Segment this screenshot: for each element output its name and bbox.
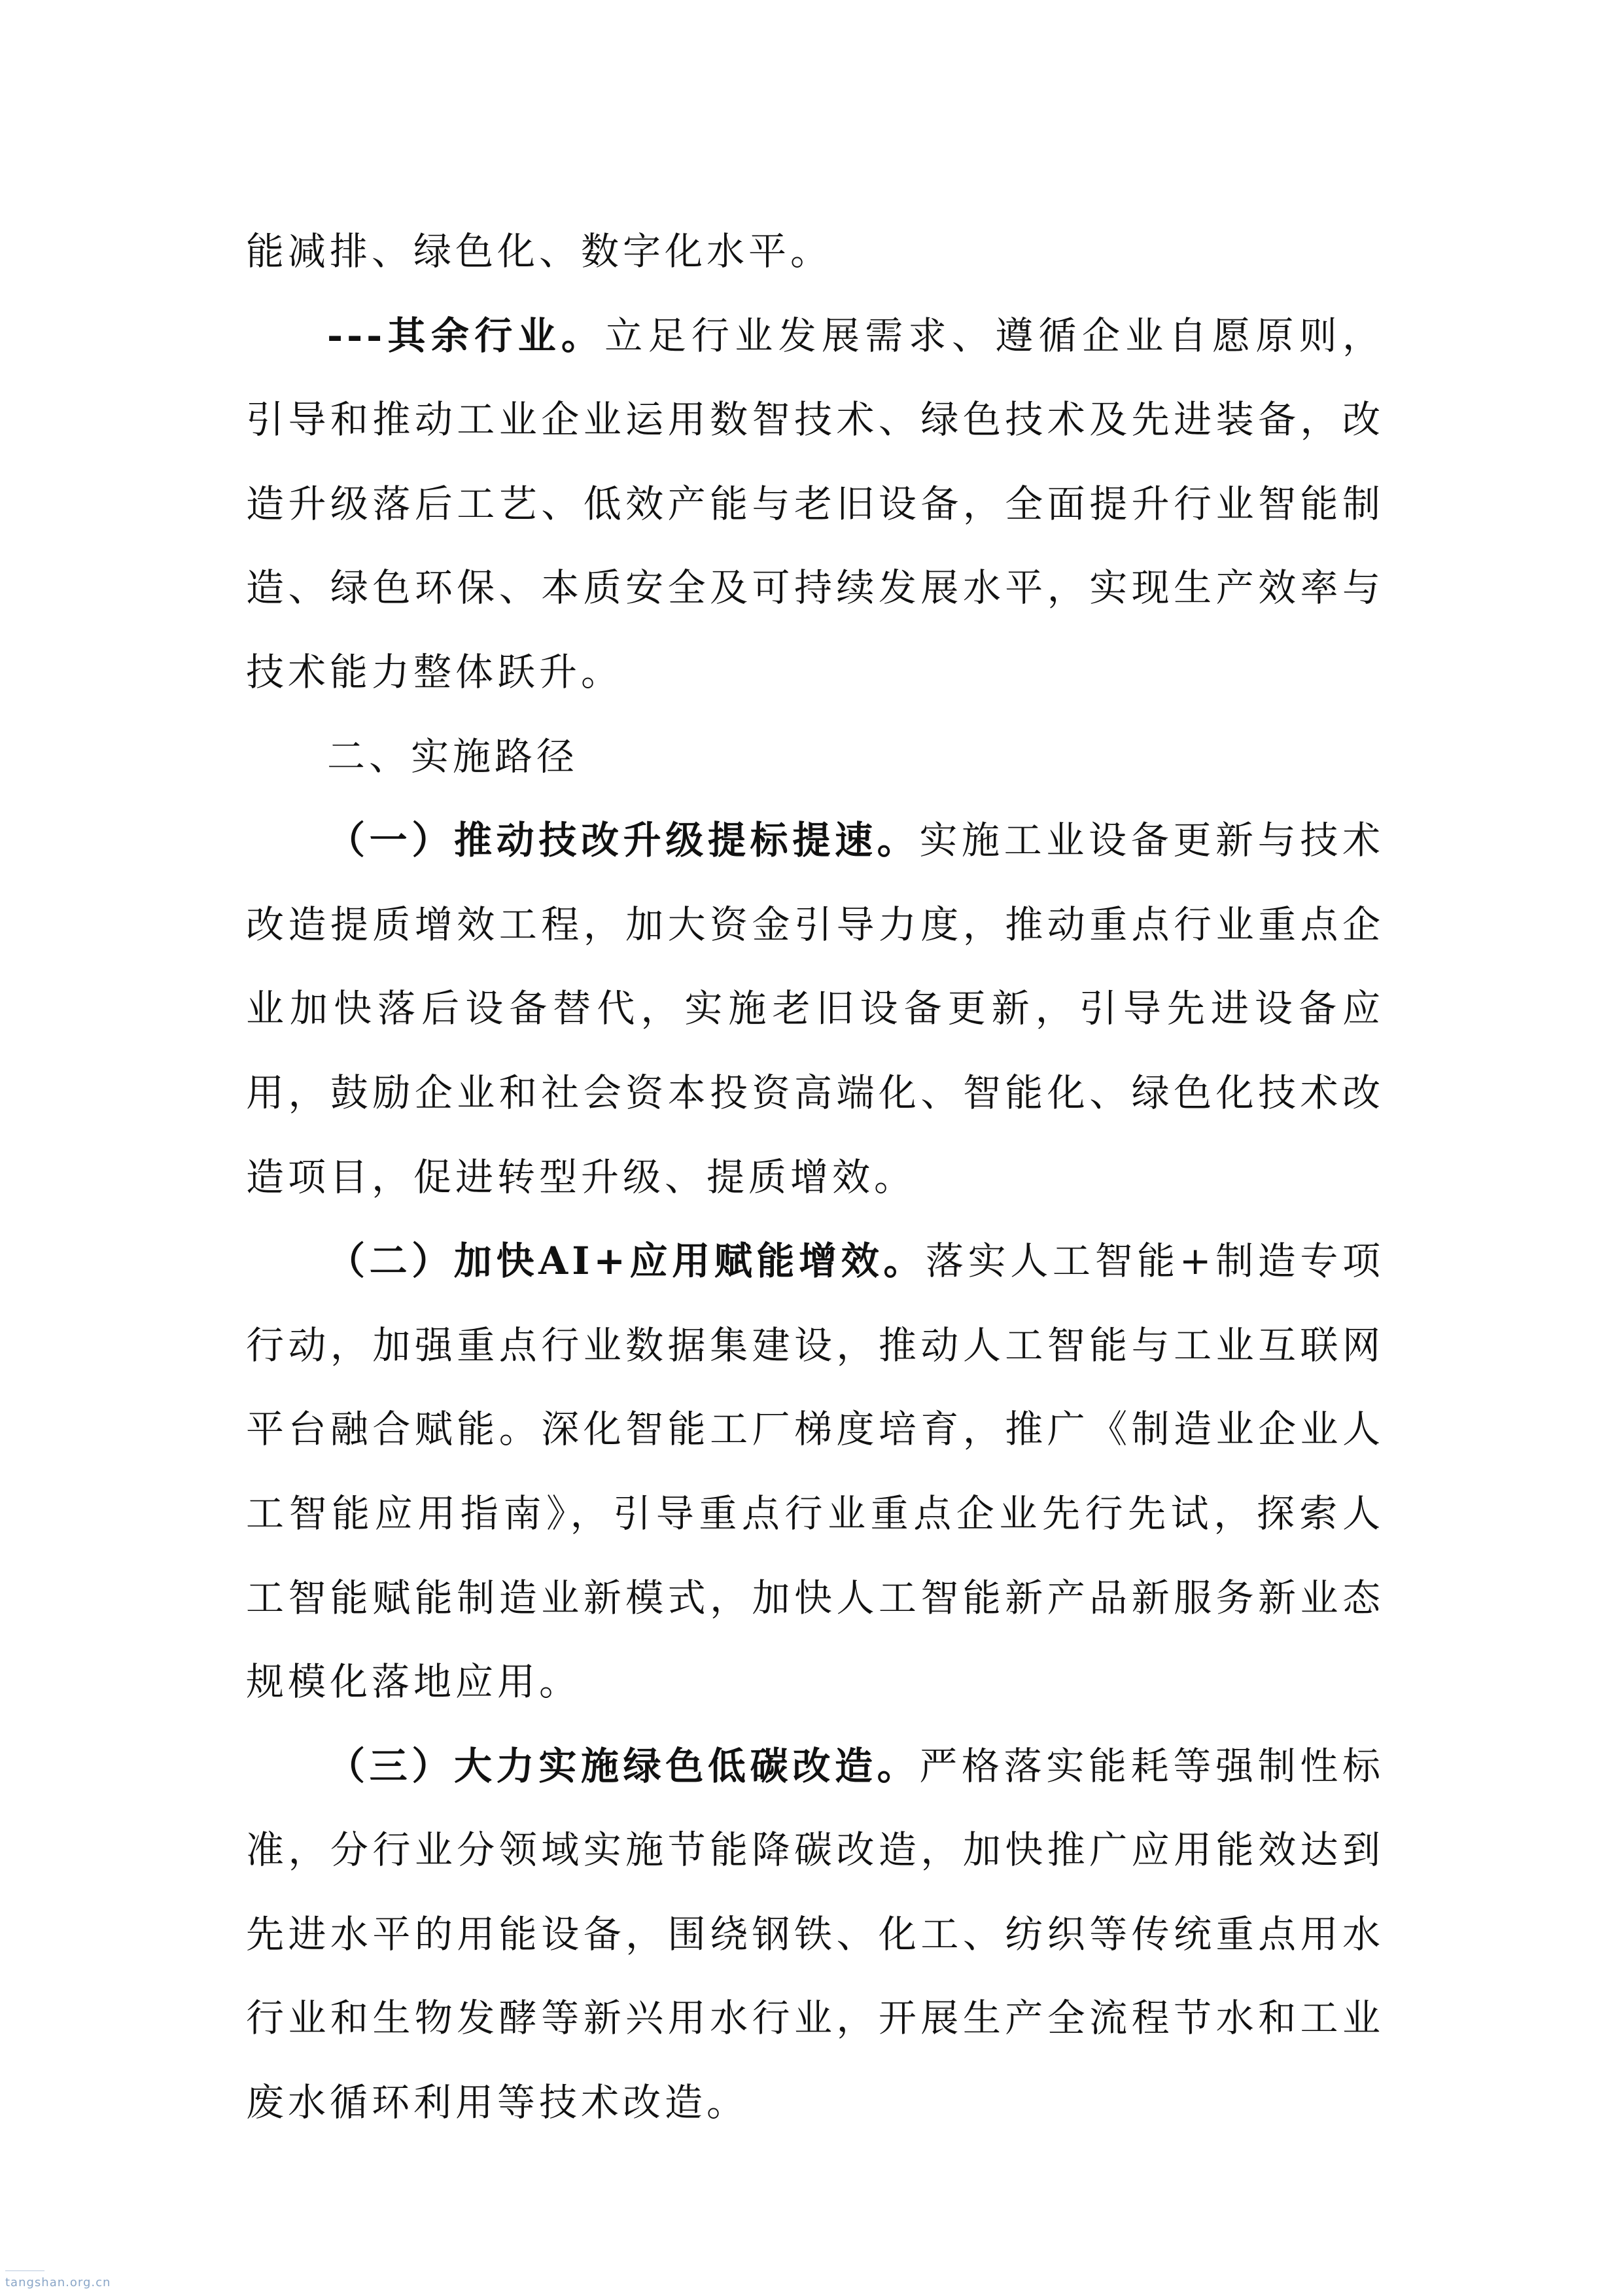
- paragraph-text: 实施工业设备更新与技术改造提质增效工程，加大资金引导力度，推动重点行业重点企业加快落后设备替代，实施老旧设备更新，引导先进设备应用，鼓励企业和社会资本投资高端化、智能化、绿色化技术改造项目，促进转型升级、提质增效。: [246, 818, 1384, 1199]
- paragraph-text: 立足行业发展需求、遵循企业自愿原则，引导和推动工业企业运用数智技术、绿色技术及先进装备，改造升级落后工艺、低效产能与老旧设备，全面提升行业智能制造、绿色环保、本质安全及可持续发展水平，实现生产效率与技术能力整体跃升。: [246, 313, 1384, 694]
- section-heading: 二、实施路径: [327, 733, 579, 779]
- paragraph-item-1: [246, 798, 1384, 1219]
- paragraph-text: 落实人工智能+制造专项行动，加强重点行业数据集建设，推动人工智能与工业互联网平台融合赋能。深化智能工厂梯度培育，推广《制造业企业人工智能应用指南》，引导重点行业重点企业先行先试，探索人工智能赋能制造业新模式，加快人工智能新产品新服务新业态规模化落地应用。: [246, 1239, 1384, 1704]
- paragraph-lead: （三）大力实施绿色低碳改造。: [327, 1743, 920, 1788]
- paragraph-lead: （一）推动技改升级提标提速。: [327, 818, 920, 863]
- document-body: [246, 209, 1384, 2145]
- paragraph-text: 严格落实能耗等强制性标准，分行业分领域实施节能降碳改造，加快推广应用能效达到先进水平的用能设备，围绕钢铁、化工、纺织等传统重点用水行业和生物发酵等新兴用水行业，开展生产全流程节水和工业废水循环利用等技术改造。: [246, 1743, 1384, 2125]
- watermark-text: tangshan.org.cn: [5, 2276, 111, 2289]
- paragraph-lead: ---其余行业。: [327, 313, 605, 358]
- paragraph-other-industries: [246, 294, 1384, 715]
- paragraph-item-2: [246, 1219, 1384, 1724]
- paragraph-lead: （二）加快AI+应用赋能增效。: [327, 1239, 926, 1284]
- paragraph-item-3: [246, 1724, 1384, 2145]
- paragraph-text: 能减排、绿色化、数字化水平。: [246, 229, 833, 274]
- watermark-divider: [5, 2270, 44, 2271]
- paragraph-continuation: [246, 209, 1384, 294]
